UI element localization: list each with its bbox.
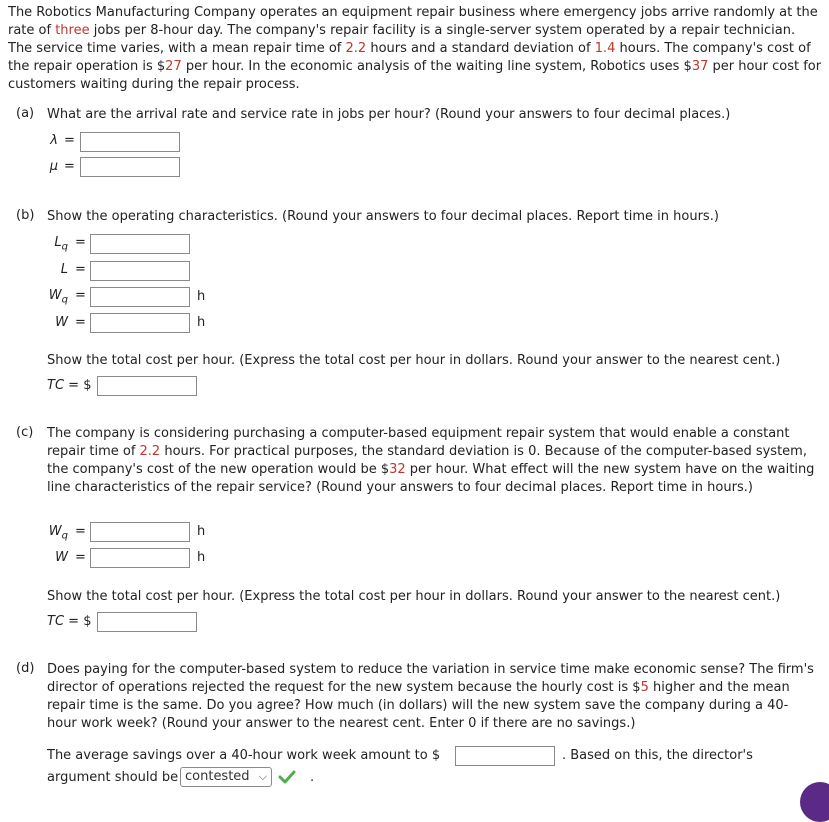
part-c-tc-question: Show the total cost per hour. (Express the total cost per hour in dollars. Round your answer to the nearest cent.) bbox=[47, 589, 781, 604]
wq-unit: h bbox=[197, 289, 206, 304]
w-input[interactable] bbox=[90, 313, 190, 333]
wq-input[interactable] bbox=[90, 287, 190, 307]
part-b-tc-question: Show the total cost per hour. (Express the total cost per hour in dollars. Round your answer to the nearest cent.) bbox=[47, 353, 781, 368]
waiting-cost-value: 37 bbox=[691, 59, 709, 74]
part-c-question: The company is considering purchasing a computer-based equipment repair system that would enable a constant repair time of 2.2 hours. For practical purposes, the standard deviation is 0. Because of the computer-based system, the company's cost of the new operation would be $32 per hour. What effect will the new system have on the waiting line characteristics of the repair service? (Round your answers to four decimal places. Report time in hours.) bbox=[47, 426, 815, 495]
arrival-rate-value: three bbox=[55, 23, 90, 38]
mu-input[interactable] bbox=[80, 157, 180, 177]
wq-new-input[interactable] bbox=[90, 522, 190, 542]
argument-prefix: argument should be bbox=[47, 770, 179, 785]
repair-cost-value: 27 bbox=[165, 59, 182, 74]
w-new-label: W bbox=[55, 550, 68, 565]
l-input[interactable] bbox=[90, 261, 190, 281]
std-dev-value: 1.4 bbox=[594, 41, 616, 56]
part-a-question: What are the arrival rate and service rate in jobs per hour? (Round your answers to four decimal places.) bbox=[47, 107, 731, 122]
part-b-label: (b) bbox=[16, 208, 35, 223]
part-d-question: Does paying for the computer-based system to reduce the variation in service time make economic sense? The firm's director of operations rejected the request for the new system because the hourly cost is $5 higher and the mean repair time is the same. Do you agree? How much (in dollars) will the new system save the company during a 40-hour work week? (Round your answer to the nearest cent. Enter 0 if there are no savings.) bbox=[47, 662, 814, 731]
wq-label: $W_q$ bbox=[48, 288, 68, 306]
lambda-label: λ bbox=[50, 133, 58, 148]
savings-suffix: . Based on this, the director's bbox=[562, 748, 753, 763]
chevron-down-icon: ⌵ bbox=[258, 770, 267, 783]
wq-new-label: $W_q$ bbox=[48, 524, 68, 542]
mu-label: μ bbox=[49, 159, 58, 174]
tc-label: TC = $ bbox=[47, 378, 92, 393]
savings-input[interactable] bbox=[455, 746, 555, 766]
w-new-input[interactable] bbox=[90, 548, 190, 568]
lq-label: $L_q$ bbox=[54, 235, 68, 253]
savings-prefix: The average savings over a 40-hour work week amount to $ bbox=[47, 748, 441, 763]
l-label: L bbox=[60, 262, 68, 277]
tc-input[interactable] bbox=[97, 376, 197, 396]
part-c-label: (c) bbox=[16, 425, 34, 440]
lambda-input[interactable] bbox=[80, 132, 180, 152]
argument-select[interactable]: contested ⌵ bbox=[180, 767, 272, 787]
part-a-label: (a) bbox=[16, 106, 35, 121]
tc-new-input[interactable] bbox=[97, 612, 197, 632]
part-b-question: Show the operating characteristics. (Round your answers to four decimal places. Report time in hours.) bbox=[47, 209, 719, 224]
lq-input[interactable] bbox=[90, 234, 190, 254]
w-label: W bbox=[55, 315, 68, 330]
tc-new-label: TC = $ bbox=[47, 614, 92, 629]
checkmark-icon bbox=[278, 770, 296, 784]
mean-time-value: 2.2 bbox=[345, 41, 367, 56]
part-d-label: (d) bbox=[16, 661, 35, 676]
problem-intro: The Robotics Manufacturing Company operates an equipment repair business where emergency jobs arrive randomly at the rate of three jobs per 8-hour day. The company's repair facility is a single-server system operated by a repair technician. The service time varies, with a mean repair time of 2.2 hours and a standard deviation of 1.4 hours. The company's cost of the repair operation is $27 per hour. In the economic analysis of the waiting line system, Robotics uses $37 per hour cost for customers waiting during the repair process. bbox=[8, 5, 822, 92]
w-unit: h bbox=[197, 315, 206, 330]
help-bubble[interactable] bbox=[800, 782, 829, 822]
